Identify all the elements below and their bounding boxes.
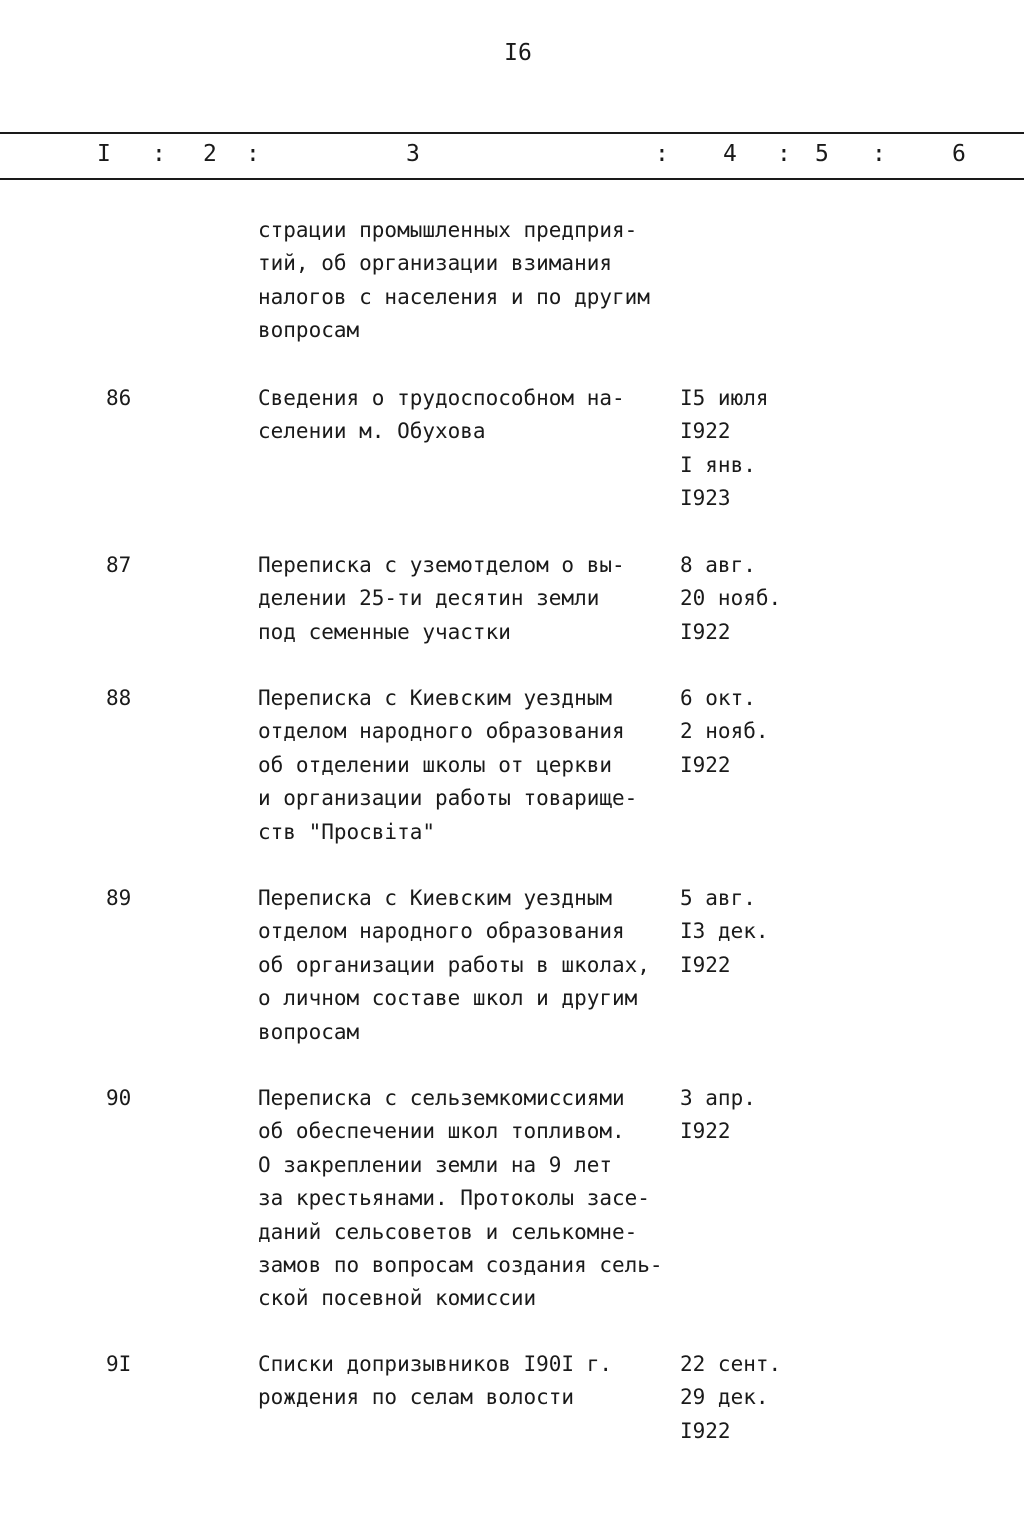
date-line: I5 июля bbox=[680, 386, 769, 410]
column-header-4: 4 bbox=[723, 141, 737, 167]
date-line: I922 bbox=[680, 952, 731, 977]
description-line: под семенные участки bbox=[258, 619, 511, 644]
description-line: и организации работы товарище- bbox=[258, 786, 638, 811]
description-line: рождения по селам волости bbox=[258, 1385, 575, 1410]
date-line: 22 сент. bbox=[680, 1352, 782, 1376]
description-line: ств "Просвіта" bbox=[258, 819, 436, 844]
entry-dates bbox=[680, 682, 810, 782]
date-line: I922 bbox=[680, 1119, 731, 1144]
description-line: Сведения о трудоспособном на- bbox=[258, 386, 625, 410]
description-line: отделом народного образования bbox=[258, 919, 625, 944]
entry-number: 87 bbox=[106, 553, 132, 577]
header-rule-top bbox=[0, 132, 1024, 134]
description-line: Переписка с уземотделом о вы- bbox=[258, 553, 625, 577]
date-line: 2 нояб. bbox=[680, 719, 769, 744]
description-line: делении 25-ти десятин земли bbox=[258, 586, 600, 611]
description-line: тий, об организации взимания bbox=[258, 251, 613, 276]
description-line: замов по вопросам создания сель- bbox=[258, 1252, 663, 1277]
date-line: I922 bbox=[680, 419, 731, 444]
description-line: Списки допризывников I90I г. bbox=[258, 1352, 613, 1376]
date-line: 6 окт. bbox=[680, 686, 756, 710]
description-line: вопросам bbox=[258, 1019, 360, 1044]
entry-dates bbox=[680, 382, 810, 516]
header-rule-bottom bbox=[0, 178, 1024, 180]
entry-dates bbox=[680, 549, 810, 649]
entry-dates bbox=[680, 882, 810, 982]
column-header-2: 2 bbox=[203, 141, 217, 167]
entry-dates bbox=[680, 1082, 810, 1149]
date-line: 5 авг. bbox=[680, 886, 756, 910]
description-line: об организации работы в школах, bbox=[258, 952, 650, 977]
description-line: Переписка с Киевским уездным bbox=[258, 686, 613, 710]
entry-number: 88 bbox=[106, 686, 132, 710]
entry-dates bbox=[680, 1348, 810, 1448]
date-line: I922 bbox=[680, 1418, 731, 1443]
column-separator: : bbox=[655, 141, 669, 167]
entry-number: 86 bbox=[106, 386, 132, 410]
entry-description bbox=[258, 1082, 688, 1316]
page-number: I6 bbox=[504, 40, 532, 66]
date-line: I922 bbox=[680, 619, 731, 644]
column-header-5: 5 bbox=[815, 141, 829, 167]
description-line: вопросам bbox=[258, 318, 360, 343]
description-line: даний сельсоветов и селькомне- bbox=[258, 1219, 638, 1244]
description-line: об отделении школы от церкви bbox=[258, 752, 613, 777]
description-line: об обеспечении школ топливом. bbox=[258, 1119, 625, 1144]
entry-description bbox=[258, 682, 688, 849]
entry-description bbox=[258, 214, 688, 348]
entry-number: 9I bbox=[106, 1352, 132, 1376]
column-separator: : bbox=[152, 141, 166, 167]
date-line: 20 нояб. bbox=[680, 586, 782, 611]
date-line: I922 bbox=[680, 752, 731, 777]
column-header-1: I bbox=[97, 141, 111, 167]
date-line: I янв. bbox=[680, 452, 756, 477]
description-line: налогов с населения и по другим bbox=[258, 284, 650, 309]
description-line: отделом народного образования bbox=[258, 719, 625, 744]
column-header-6: 6 bbox=[952, 141, 966, 167]
entry-description bbox=[258, 882, 688, 1049]
entry-description bbox=[258, 382, 688, 449]
description-line: за крестьянами. Протоколы засе- bbox=[258, 1186, 650, 1211]
description-line: о личном составе школ и другим bbox=[258, 986, 638, 1011]
date-line: I3 дек. bbox=[680, 919, 769, 944]
entry-description bbox=[258, 1348, 688, 1415]
column-separator: : bbox=[246, 141, 260, 167]
entry-description bbox=[258, 549, 688, 649]
description-line: селении м. Обухова bbox=[258, 419, 486, 444]
description-line: страции промышленных предприя- bbox=[258, 218, 638, 242]
description-line: Переписка с Киевским уездным bbox=[258, 886, 613, 910]
entry-number: 90 bbox=[106, 1086, 132, 1110]
date-line: 8 авг. bbox=[680, 553, 756, 577]
column-separator: : bbox=[872, 141, 886, 167]
description-line: Переписка с сельземкомиссиями bbox=[258, 1086, 625, 1110]
date-line: 3 апр. bbox=[680, 1086, 756, 1110]
column-header-3: 3 bbox=[406, 141, 420, 167]
description-line: ской посевной комиссии bbox=[258, 1286, 537, 1311]
column-separator: : bbox=[777, 141, 791, 167]
description-line: О закреплении земли на 9 лет bbox=[258, 1152, 613, 1177]
entry-number: 89 bbox=[106, 886, 132, 910]
date-line: 29 дек. bbox=[680, 1385, 769, 1410]
date-line: I923 bbox=[680, 486, 731, 511]
